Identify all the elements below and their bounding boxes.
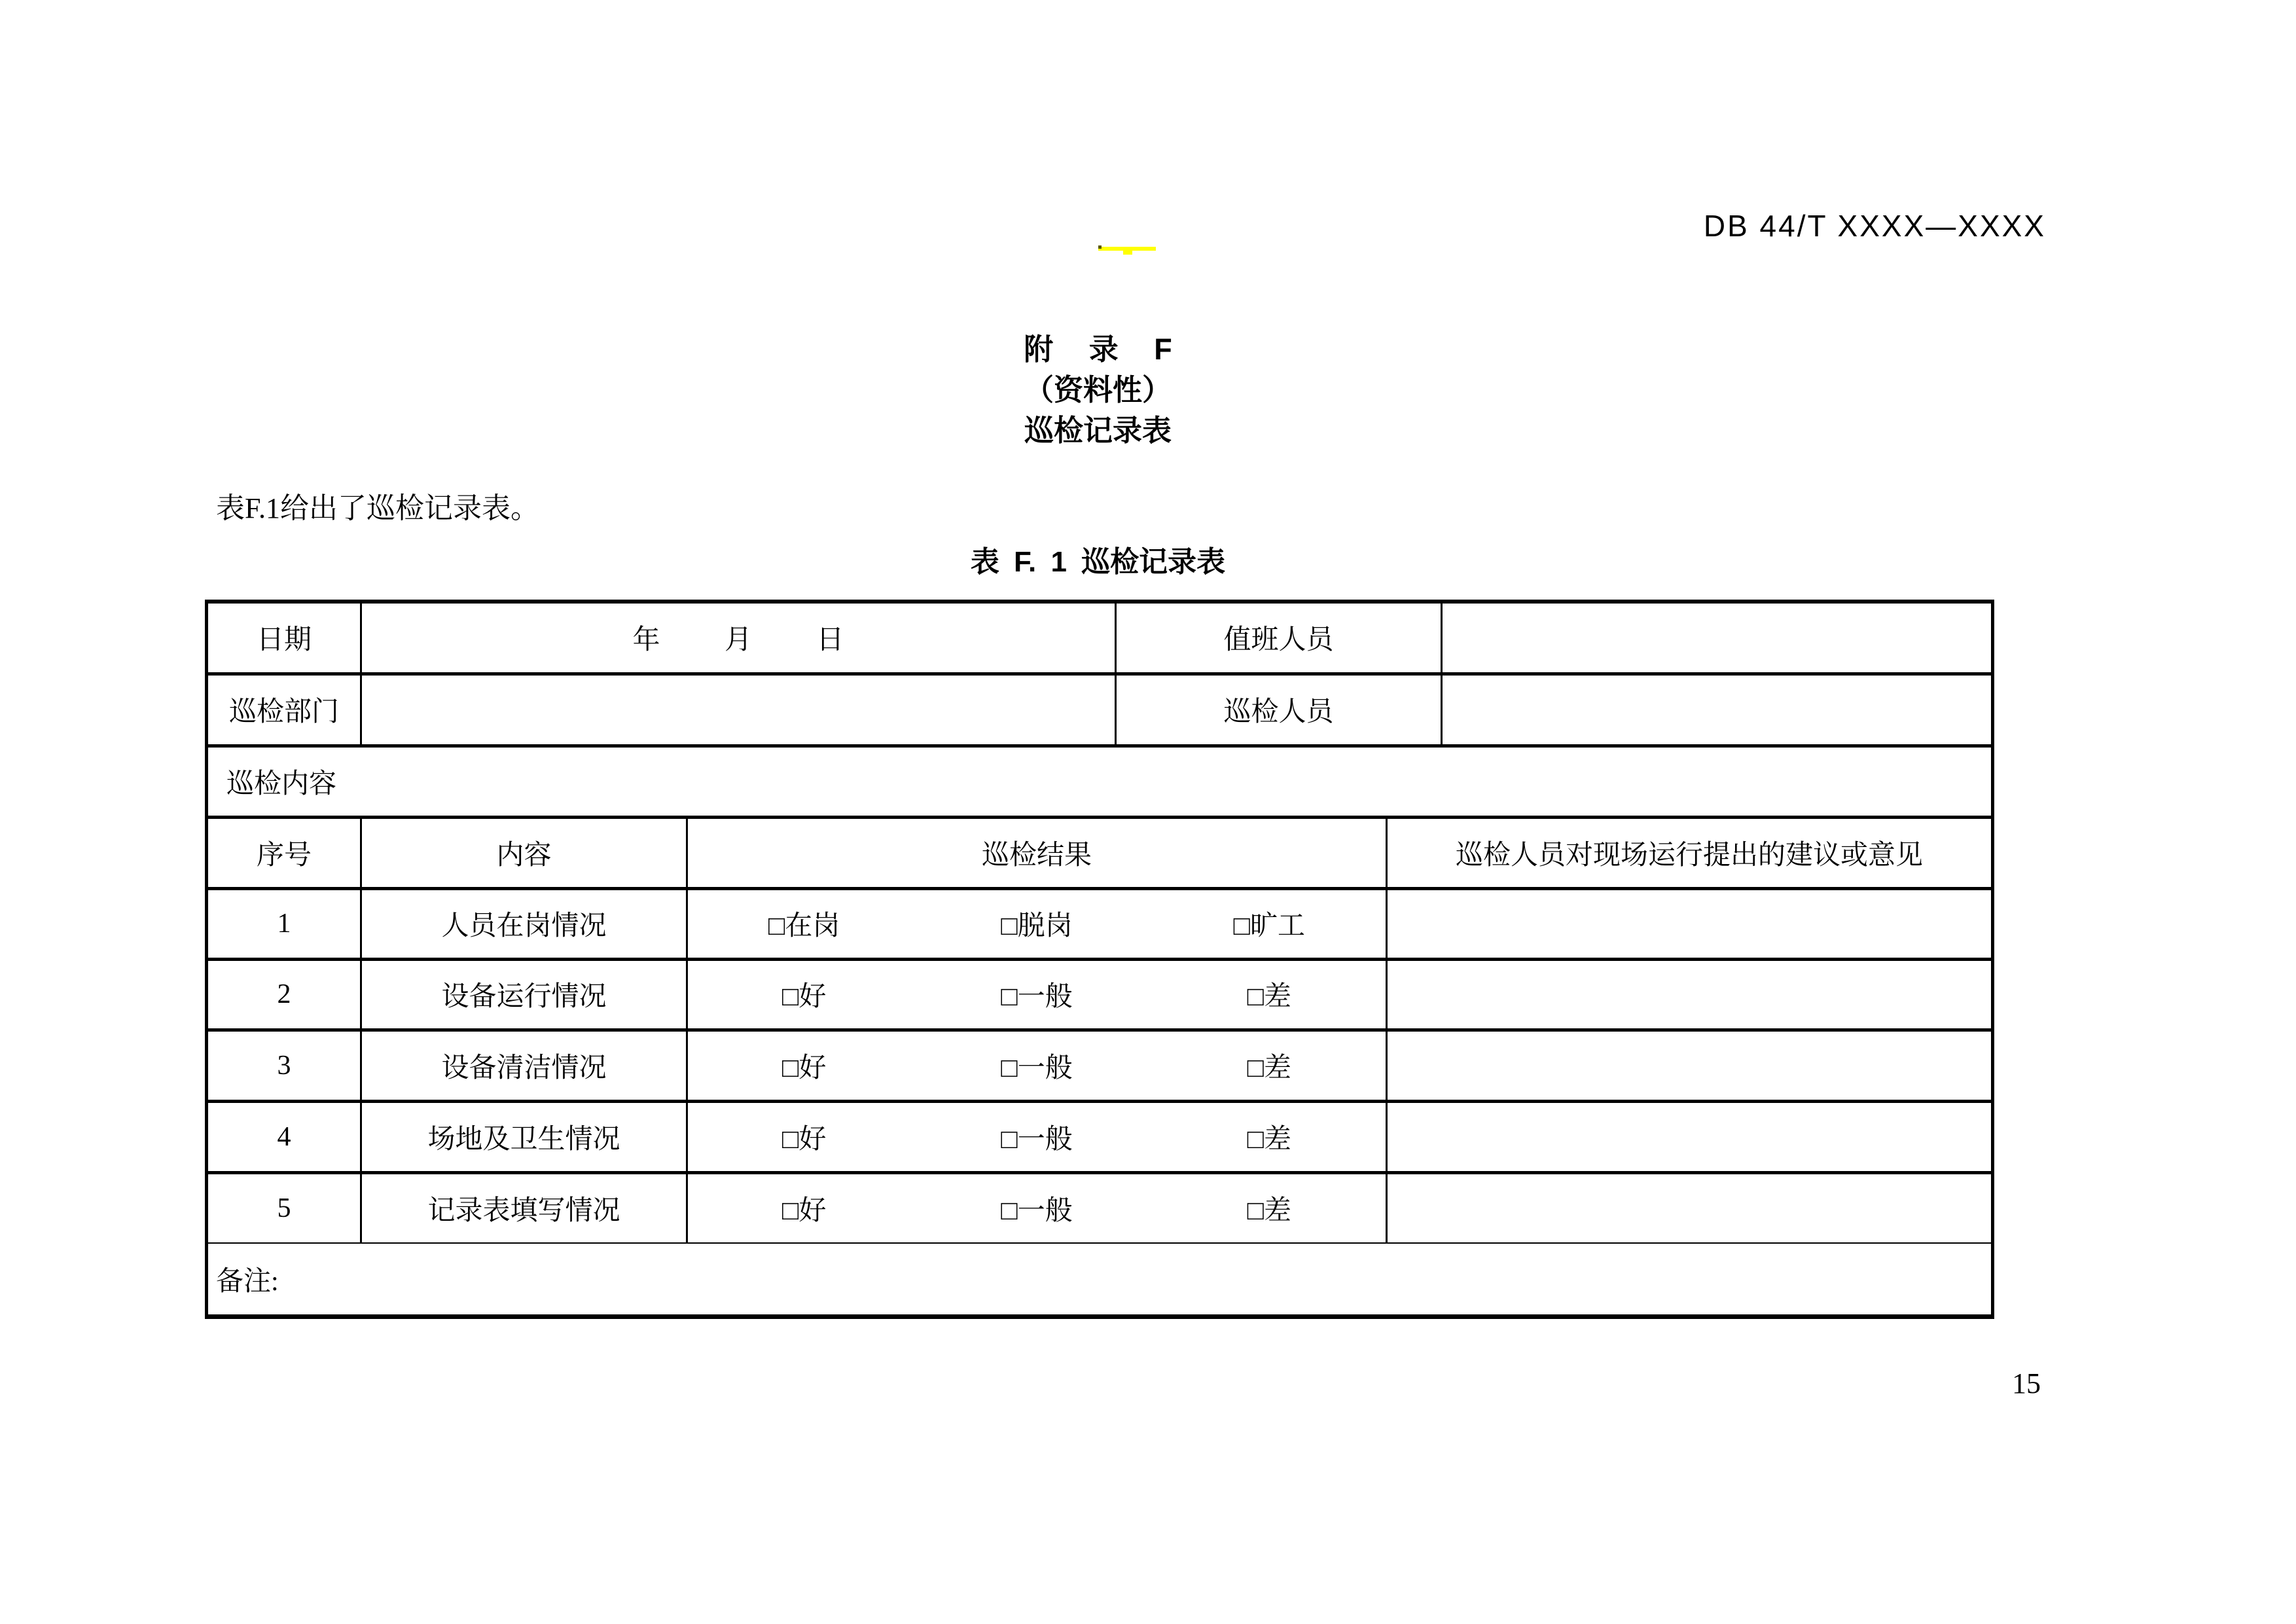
row-no: 2 — [207, 959, 361, 1030]
remark-label: 备注: — [207, 1243, 1993, 1316]
inspection-record-table — [205, 600, 1994, 1319]
checkbox-option: □旷工 — [1233, 911, 1306, 941]
checkbox-option: □差 — [1247, 1124, 1292, 1155]
checkbox-option: □脱岗 — [1001, 911, 1073, 941]
doc-number: DB 44/T XXXX—XXXX — [1703, 209, 2046, 243]
inspector-input-cell — [1442, 674, 1993, 746]
row-no: 1 — [207, 888, 361, 959]
checkbox-option: □在岗 — [768, 911, 840, 941]
table-row — [207, 602, 1993, 674]
checkbox-option: □好 — [781, 1195, 827, 1226]
checkbox-option: □一般 — [1001, 1053, 1073, 1083]
suggestion-input-cell — [1387, 888, 1993, 959]
appendix-subject: 巡检记录表 — [1024, 414, 1172, 447]
date-value-cell: 年 月 日 — [361, 602, 1116, 674]
suggestion-input-cell — [1387, 959, 1993, 1030]
row-options-cell — [687, 1030, 1387, 1101]
row-content: 设备运行情况 — [361, 959, 687, 1030]
duty-person-label: 值班人员 — [1116, 602, 1442, 674]
checkbox-option: □好 — [781, 1124, 827, 1155]
table-row — [207, 674, 1993, 746]
col-header-result: 巡检结果 — [687, 817, 1387, 888]
row-options-cell — [687, 1172, 1387, 1243]
checkbox-option: □差 — [1247, 1195, 1292, 1226]
table-row — [207, 1172, 1993, 1243]
col-header-no: 序号 — [207, 817, 361, 888]
date-label: 日期 — [207, 602, 361, 674]
row-no: 4 — [207, 1101, 361, 1172]
checkbox-option: □一般 — [1001, 1195, 1073, 1226]
row-content: 设备清洁情况 — [361, 1030, 687, 1101]
row-no: 3 — [207, 1030, 361, 1101]
highlight-mark-small — [1123, 251, 1132, 255]
checkbox-option: □一般 — [1001, 982, 1073, 1012]
highlight-anchor-dot — [1098, 245, 1102, 249]
appendix-heading — [205, 329, 1991, 451]
checkbox-option: □一般 — [1001, 1124, 1073, 1155]
table-header-row — [207, 817, 1993, 888]
col-header-content: 内容 — [361, 817, 687, 888]
row-content: 人员在岗情况 — [361, 888, 687, 959]
table-row — [207, 888, 1993, 959]
inspector-label: 巡检人员 — [1116, 674, 1442, 746]
checkbox-option: □差 — [1247, 982, 1292, 1012]
row-content: 场地及卫生情况 — [361, 1101, 687, 1172]
inspection-dept-input-cell — [361, 674, 1116, 746]
row-options-cell — [687, 959, 1387, 1030]
table-row — [207, 746, 1993, 817]
checkbox-option: □差 — [1247, 1053, 1292, 1083]
row-content: 记录表填写情况 — [361, 1172, 687, 1243]
row-options-cell — [687, 1101, 1387, 1172]
checkbox-option: □好 — [781, 982, 827, 1012]
col-header-suggestion: 巡检人员对现场运行提出的建议或意见 — [1387, 817, 1993, 888]
suggestion-input-cell — [1387, 1030, 1993, 1101]
table-row — [207, 959, 1993, 1030]
table-row — [207, 1030, 1993, 1101]
row-no: 5 — [207, 1172, 361, 1243]
row-options-cell — [687, 888, 1387, 959]
suggestion-input-cell — [1387, 1172, 1993, 1243]
checkbox-option: □好 — [781, 1053, 827, 1083]
appendix-title: 附 录 F — [1024, 333, 1172, 366]
table-caption: 表 F. 1 巡检记录表 — [970, 546, 1226, 578]
intro-paragraph: 表F.1给出了巡检记录表。 — [216, 492, 539, 524]
appendix-classification: （资料性） — [1024, 373, 1172, 406]
remark-row — [207, 1243, 1993, 1316]
table-row — [207, 1101, 1993, 1172]
suggestion-input-cell — [1387, 1101, 1993, 1172]
inspection-dept-label: 巡检部门 — [207, 674, 361, 746]
section-label: 巡检内容 — [207, 746, 1993, 817]
page-number: 15 — [2012, 1367, 2041, 1399]
duty-person-input-cell — [1442, 602, 1993, 674]
